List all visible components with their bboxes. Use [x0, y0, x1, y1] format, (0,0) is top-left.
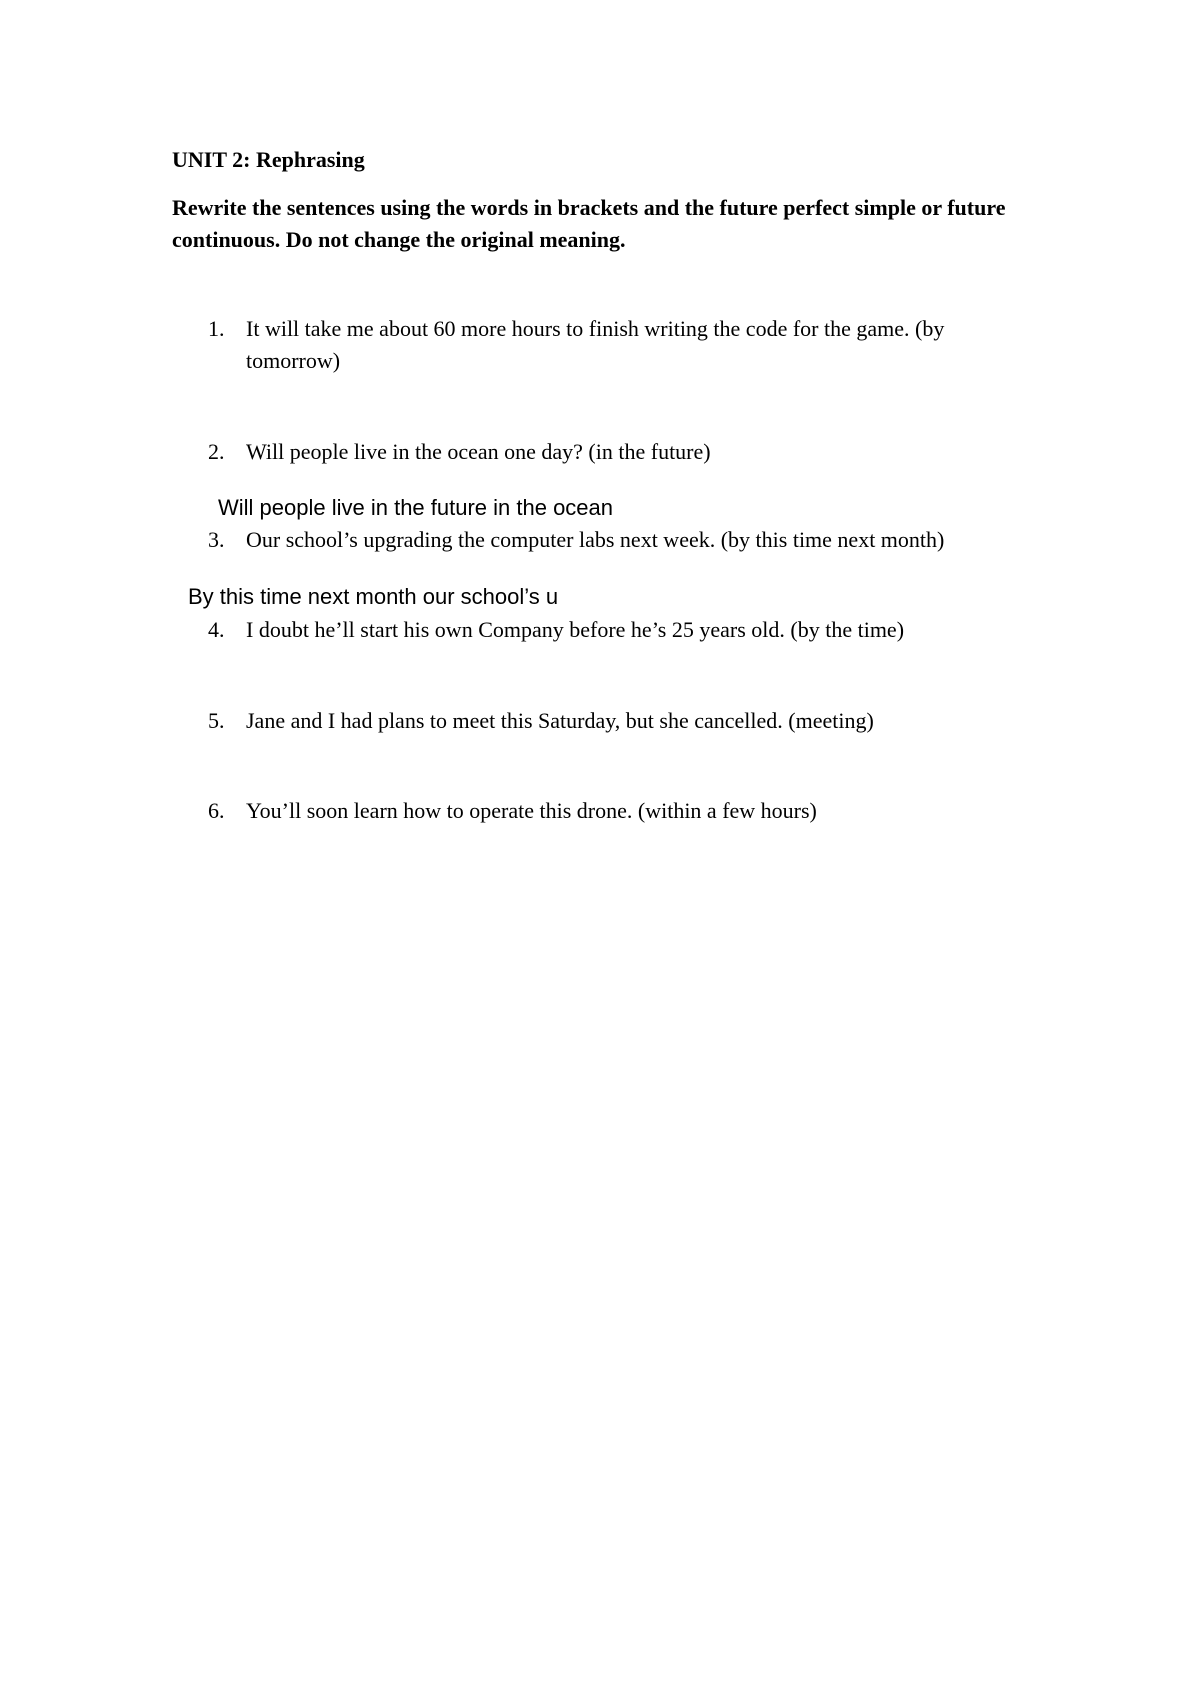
item-number: 1. [208, 316, 225, 341]
answer-text-3[interactable]: By this time next month our school’s u [188, 584, 559, 609]
answer-text-2[interactable]: Will people live in the future in the ocean [218, 495, 614, 520]
item-text: It will take me about 60 more hours to finish writing the code for the game. (by tomorrow) [246, 316, 945, 373]
item-text: You’ll soon learn how to operate this drone. (within a few hours) [246, 798, 817, 823]
item-number: 3. [208, 527, 225, 552]
item-number: 4. [208, 617, 225, 642]
item-number: 2. [208, 439, 225, 464]
item-text: Jane and I had plans to meet this Saturday, but she cancelled. (meeting) [246, 708, 874, 733]
item-text: Our school’s upgrading the computer labs next week. (by this time next month) [246, 527, 945, 552]
unit-title: UNIT 2: Rephrasing [172, 147, 365, 172]
item-text: Will people live in the ocean one day? (in the future) [246, 439, 711, 464]
item-text: I doubt he’ll start his own Company before he’s 25 years old. (by the time) [246, 617, 905, 642]
item-number: 5. [208, 708, 225, 733]
item-number: 6. [208, 798, 225, 823]
instructions: Rewrite the sentences using the words in brackets and the future perfect simple or future continuous. Do not change the original meaning. [172, 195, 1006, 252]
